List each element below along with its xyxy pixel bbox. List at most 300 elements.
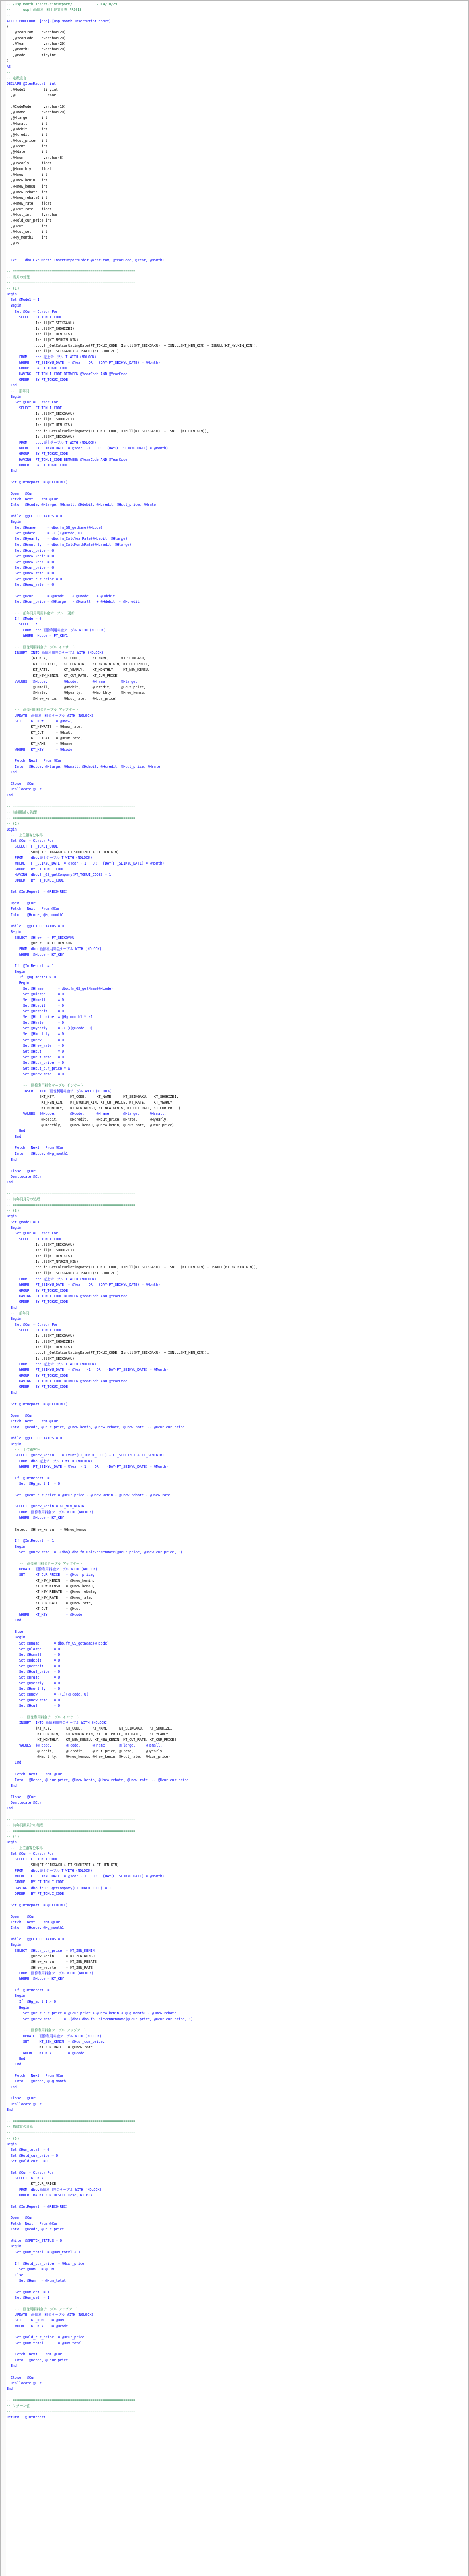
code-line: Open @Cur <box>7 2216 33 2221</box>
code-line: ,@Hnew_kenin = KT_ZEN_KENSU <box>7 1954 95 1959</box>
code-line: @Hdebit, @Hcredit, @Hcut_price, @Hrate, @Hyearly, <box>7 1117 168 1122</box>
code-line: Set @IntReport = @REC0(REC) <box>7 480 68 484</box>
code-line: Begin <box>7 1316 21 1321</box>
code-line: -- 上位顧客を取得 <box>7 833 43 837</box>
code-line: Close @Cur <box>7 1794 36 1799</box>
code-line: ,SUM(FT_SEIKGAKU + FT_SHOHIZEI + FT_HEN_KIN) <box>7 850 119 854</box>
code-line <box>7 2232 465 2238</box>
code-line: ,Isnull(KT_SEIKGAKU) <box>7 320 75 325</box>
code-line: -- 前年同 <box>7 1311 29 1315</box>
code-line: -- 定数宣言 <box>7 76 27 80</box>
code-line: Set @Cur = Cursor For <box>7 309 58 314</box>
code-line <box>7 1533 465 1538</box>
code-line: WHERE KT_KEY = @Hcode <box>7 2050 84 2055</box>
code-line: ,@C Cursor <box>7 93 56 97</box>
code-line: -- ============================================================ <box>7 1829 136 1834</box>
code-line <box>7 1709 465 1715</box>
code-line: ,@Hcredit int <box>7 133 48 138</box>
code-line: FROM dbo.画像利用料金テーブル WITH (NOLOCK) <box>7 628 106 633</box>
code-line <box>7 1140 465 1145</box>
code-line: -- 当月の処理 <box>7 275 30 280</box>
code-line: KT_MONTHLY, KT_NEW_KENSU, KT_NEW_KENIN, KT_CUT_RATE, KT_CUR_PRICE) <box>7 1106 181 1111</box>
code-line: Set @Hum = @Hum <box>7 2267 54 2272</box>
code-line: -- 前年同 <box>7 389 29 394</box>
code-line: End <box>7 793 13 798</box>
code-line: ,dbo.fn_GetCalcurlatingDate(FT_TOKUI_CODE, Isnull(KT_SEIKGAKU) + ISNULL(KT_HEN_KIN) - ISNULL(KT_NYUKIN_KIN)), <box>7 343 258 348</box>
code-line <box>7 1555 465 1561</box>
code-line: SELECT FT_TOKUI_CODE <box>7 1857 58 1862</box>
code-line: SET KT_ZEN_KENIN = @Hcur_cur_price, <box>7 2039 105 2044</box>
code-line: ,Isnull(KT_NYUKIN_KIN) <box>7 337 78 342</box>
code-line: End <box>7 2386 13 2391</box>
code-line: ,@Hy_month1 int <box>7 235 48 240</box>
code-line: If @Hg_month1 > 0 <box>7 975 56 980</box>
code-line: -- (4) <box>7 1835 19 1839</box>
code-line: WHERE @Hcode = KT_KEY <box>7 1516 64 1520</box>
code-line <box>7 2067 465 2073</box>
code-line: UPDATE 画像利用料金テーブル WITH (NOLOCK) <box>7 713 94 718</box>
code-line: WHERE FT_SEIKYU_DATE = @Year OR (DAY(FT_SEIKYU_DATE) = @Month) <box>7 360 160 365</box>
code-line: Else <box>7 2273 23 2277</box>
code-line: @YearFrom nvarchar(20) <box>7 30 66 35</box>
code-line: -- 画像利用料金テーブル インサート <box>7 645 76 650</box>
code-line: Into @Hcode, @Hg_month1 <box>7 2079 68 2084</box>
code-line: If @IntReport = 1 <box>7 963 54 968</box>
code-line: End <box>7 2056 25 2061</box>
code-line <box>7 2346 465 2352</box>
code-line: SET KT_CUR_PRICE = @Hcur_price, <box>7 1572 95 1577</box>
code-line: Set @Hum_total = @Hum_total + 1 <box>7 2250 80 2255</box>
code-line: Set @Hold_cur_price = 0 <box>7 2153 58 2158</box>
code-line: Set @Hlarge = 0 <box>7 992 64 997</box>
code-line: Open @Cur <box>7 492 33 496</box>
code-line: ,@Hcur = FT_HEN_KIN <box>7 941 73 945</box>
code-line: Into @Hcode, @Hlarge, @Hsmall, @Hdebit, @Hcredit, @Hcut_price, @Hrate <box>7 765 160 769</box>
code-line: GROUP BY FT_TOKUI_CODE <box>7 1288 68 1293</box>
code-line: FROM dbo.画像利用料金テーブル WITH (NOLOCK) <box>7 946 102 951</box>
code-line <box>7 252 465 258</box>
code-line: -- 前年同月分の処理 <box>7 1197 40 1201</box>
code-line: SELECT @Hcur_cur_price = KT_ZEN_KENIN <box>7 1948 95 1953</box>
code-line <box>7 474 465 480</box>
code-line <box>7 2301 465 2307</box>
code-line: UPDATE 画像利用料金テーブル WITH (NOLOCK) <box>7 1567 98 1571</box>
code-line: GROUP BY FT_TOKUI_CODE <box>7 1374 68 1378</box>
code-line: KT_ZEN_RATE = @Hnew_rate <box>7 2045 93 2049</box>
code-line: WHERE FT_SEIKYU_DATE = @Year OR (DAY(FT_SEIKYU_DATE) = @Month) <box>7 1282 160 1287</box>
code-line: Deallocate @Cur <box>7 2381 42 2385</box>
code-line: Set @Hcut_rate = 0 <box>7 1055 64 1059</box>
code-line: ORDER BY FT_TOKUI_CODE <box>7 878 64 883</box>
code-line: Set @Cur = Cursor For <box>7 2170 54 2175</box>
code-line: ,@Hcut_rate float <box>7 207 52 211</box>
code-line: HAVING FT_TOKUI_CODE BETWEEN @YearCode AND @YearCode <box>7 372 128 377</box>
code-line: Set @Hname = dbo.fn_GS_getName(@Hcode) <box>7 987 113 991</box>
code-line: WHERE FT_SEIKYU_DATE = @Year - 1 OR (DAY(FT_SEIKYU_DATE) = @Month) <box>7 1465 168 1469</box>
code-line: Set @Mode1 = 1 <box>7 298 40 302</box>
code-line: Set @Hcredit = 0 <box>7 1664 60 1668</box>
code-line: ,@Hname nvarchar(20) <box>7 110 66 114</box>
code-line: HAVING FT_TOKUI_CODE BETWEEN @YearCode AND @YearCode <box>7 457 128 462</box>
code-line: SELECT FT_TOKUI_CODE <box>7 1237 62 1242</box>
code-line: ,@Year nvarchar(20) <box>7 42 66 46</box>
code-line <box>7 1408 465 1413</box>
code-line: ,@Hnum nvarchar(8) <box>7 156 64 160</box>
code-line <box>7 1521 465 1527</box>
code-line <box>7 605 465 611</box>
code-line: Into @Hcode, @Hg_month1 <box>7 1151 68 1156</box>
code-line: Into @Hcode, @Hcur_price <box>7 2227 64 2232</box>
code-line <box>7 2113 465 2119</box>
code-line <box>7 246 465 252</box>
code-line <box>7 2198 465 2204</box>
code-line: If @IntReport = 1 <box>7 1538 54 1543</box>
code-line: Begin <box>7 2005 29 2010</box>
code-line: Begin <box>7 2142 17 2146</box>
code-line: @Hmonthly, @Hnew_kensu, @Hnew_kenin, @Hcut_rate, @Hcur_price) <box>7 1755 170 1759</box>
code-line: -- ============================================================ <box>7 2398 136 2402</box>
code-line: Set @Hname = dbo.fn_GS_getName(@Hcode) <box>7 1641 109 1646</box>
code-line: -- 画像利用料金テーブル インサート <box>7 1083 84 1088</box>
code-line: ) <box>7 59 9 63</box>
code-line: Begin <box>7 1442 21 1446</box>
code-line: -- ============================================================ <box>7 1191 136 1196</box>
code-line: Set @Hcredit = 0 <box>7 1009 64 1014</box>
code-line: KT_CUT = @Hcut, <box>7 731 73 735</box>
code-line: ,@MonthT nvarchar(20) <box>7 47 66 52</box>
code-line: HAVING dbo.fn_GS_getCompany(FT_TOKUI_CODE) = 1 <box>7 1886 111 1890</box>
code-line <box>7 263 465 269</box>
code-line: Open @Cur <box>7 901 36 906</box>
code-line: KT_HEN_KIN, KT_NYUKIN_KIN, KT_CUT_PRICE, KT_RATE, KT_YEARLY, <box>7 1732 170 1737</box>
code-line: -- ============================================================ <box>7 2409 136 2414</box>
code-line: End <box>7 2062 21 2066</box>
code-line: ,@Hnew_rate float <box>7 201 52 206</box>
code-line: Set @Mode1 = 1 <box>7 1220 40 1225</box>
code-line: Begin <box>7 395 21 399</box>
code-line: Set @Hsmall = 0 <box>7 1652 60 1657</box>
code-line: (KT_KEY, KT_CODE, KT_NAME, KT_SEIKGAKU, <box>7 656 146 661</box>
code-line: (KT_KEY, KT_CODE, KT_NAME, KT_SEIKGAKU, KT_SHOHIZEI, <box>7 1095 179 1099</box>
code-line: Isnull(KT_SEIKGAKU) + ISNULL(KT_SHOHIZEI) <box>7 1271 119 1276</box>
code-line: KT_CUTRATE = @Hcut_rate, <box>7 736 82 741</box>
code-line: End <box>7 2085 17 2090</box>
code-line: KT_NEWRATE = @Hnew_rate, <box>7 724 82 729</box>
code-line: Set @Hyearly = 0 <box>7 1681 60 1685</box>
code-line: Else <box>7 1630 23 1634</box>
code-line: Set @IntReport = @REC0(REC) <box>7 890 68 894</box>
code-line: KT_NEW_RATE = @Hnew_rate, <box>7 1596 93 1600</box>
code-line: ORDER BY FT_TOKUI_CODE <box>7 1891 64 1896</box>
code-line: SELECT @Hnew_kenin = KT_NEW_KENIN <box>7 1504 84 1509</box>
code-line: FROM dbo.売上テーブル T WITH (NOLOCK) <box>7 856 93 860</box>
code-line <box>7 1163 465 1168</box>
code-line: -- 画像利用料金テーブル アップデート <box>7 2307 79 2311</box>
code-line <box>7 2210 465 2215</box>
code-line: ,@Hold_cur_price int <box>7 218 52 223</box>
code-line: Fetch Next From @Cur <box>7 1920 60 1924</box>
code-line: ORDER BY FT_TOKUI_CODE <box>7 1299 68 1304</box>
code-line: Set @Hnew_rate = 0 <box>7 1698 60 1702</box>
code-line <box>7 1396 465 1401</box>
code-line <box>7 702 465 707</box>
code-line: ,@Hnew_rebate = KT_ZEN_RATE <box>7 1965 93 1970</box>
code-line <box>7 895 465 901</box>
code-line: FROM 画像利用料金テーブル WITH (NOLOCK) <box>7 1510 94 1515</box>
code-line: SELECT @Hnew_kensu = Count(FT_TOKUI_CODE) + FT_SHOHIZEI + FT_SIMEKIRI <box>7 1453 164 1458</box>
code-line: ,Isnull(KT_SHOHIZEI) <box>7 326 75 331</box>
code-line: Fetch Next From @Cur <box>7 2352 62 2357</box>
code-line: Set @Hnew_rate = 0 <box>7 1043 64 1048</box>
code-line <box>7 1931 465 1937</box>
code-line: WHERE KT_KEY = @Hcode <box>7 748 73 752</box>
code-line: VALUES (@Hcode, @Hcode, @Hname, @Hlarge, @Hsmall, <box>7 1112 166 1116</box>
code-line: ,@Hnew_kenin int <box>7 178 48 183</box>
code-line: ,Isnull(KT_SEIKGAKU) <box>7 1333 75 1338</box>
code-line: HAVING dbo.fn_GS_getCompany(FT_TOKUI_CODE) = 1 <box>7 873 111 877</box>
code-area[interactable] <box>7 2 465 2420</box>
code-line: Begin <box>7 2244 21 2249</box>
code-line: Set @Hum_set = 1 <box>7 2295 50 2300</box>
code-line: Set @Hcur_price = 0 <box>7 565 54 570</box>
code-line: Begin <box>7 1994 25 1998</box>
code-line: Begin <box>7 1226 21 1230</box>
code-line: WHERE KT_KEY = @Hcode <box>7 1613 82 1617</box>
code-line: GROUP BY FT_TOKUI_CODE <box>7 366 68 370</box>
code-line: Close @Cur <box>7 1168 36 1173</box>
code-line: GROUP BY FT_TOKUI_CODE <box>7 867 64 872</box>
code-line: Into @Hcode, @Hg_month1 <box>7 1925 64 1930</box>
code-line: Set @Hrate = 0 <box>7 1675 60 1680</box>
code-line: ,@Hnew_kensu = KT_ZEN_REBATE <box>7 1960 97 1964</box>
code-line: KT_NEW_REBATE = @Hnew_rebate, <box>7 1590 97 1595</box>
code-line: KT_NAME = @Hname <box>7 742 73 747</box>
code-line: FROM dbo.画像利用料金テーブル WITH (NOLOCK) <box>7 2188 102 2192</box>
code-line: KT_ZEN_RATE = @Hnew_rate, <box>7 1601 93 1606</box>
code-line: ORDER BY FT_TOKUI_CODE <box>7 378 68 382</box>
code-line: FROM dbo.売上テーブル T WITH (NOLOCK) <box>7 354 96 359</box>
code-line: -- 画像利用料金テーブル アップデート <box>7 707 79 712</box>
code-line: Begin <box>7 969 25 974</box>
code-line: @Hnew_kenin, @Hcut_rate, @Hcur_price) <box>7 696 117 701</box>
code-line: Into @Hcode, @Hcur_price, @Hnew_kenin, @Hnew_rebate, @Hnew_rate -- @Hcur_cur_price <box>7 1425 185 1429</box>
code-line: -- ============================================================ <box>7 281 136 285</box>
code-line: ,@Hcent int <box>7 144 48 149</box>
code-line: SET KT_NEW = @Hnew, <box>7 719 73 723</box>
code-line <box>7 884 465 889</box>
code-line: Deallocate @Cur <box>7 1800 42 1805</box>
code-line: -- /usp_Month_InsertPrintReport/ 2014/10/29 <box>7 2 117 6</box>
code-line: Deallocate @Cur <box>7 2102 42 2107</box>
code-line: FROM dbo.売上テーブル T WITH (NOLOCK) <box>7 1869 93 1873</box>
code-line: End <box>7 1760 21 1765</box>
code-line: End <box>7 2364 17 2368</box>
code-line: While @@FETCH_STATUS = 0 <box>7 514 62 519</box>
code-line: Set @Hnew = -(1)(@Hcode, 0) <box>7 1692 89 1697</box>
code-line: WHERE Hcode = FT_KEY1 <box>7 634 68 638</box>
code-line: ,Isnull(KT_HEN_KIN) <box>7 1345 73 1350</box>
code-line: WHERE @Hcode = KT_KEY <box>7 1977 64 1981</box>
code-line: UPDATE 画像利用料金テーブル WITH (NOLOCK) <box>7 2313 94 2317</box>
code-line: WHERE @Hcode = KT_KEY <box>7 952 64 957</box>
code-line: ,@Hnew_rebate2 int <box>7 195 48 200</box>
code-line: -- (5) <box>7 2136 19 2141</box>
code-line: @Hrate, @Hyearly, @Hmonthly, @Hnew_kensu, <box>7 690 146 695</box>
code-line <box>7 1487 465 1493</box>
code-line: End <box>7 1134 21 1139</box>
code-line: End <box>7 468 17 473</box>
code-line: End <box>7 383 17 388</box>
code-line: Set @Hcut_price = @Hg_month1 * -1 <box>7 1015 93 1020</box>
code-line: SELECT * <box>7 622 38 627</box>
code-line: KT_HEN_KIN, KT_NYUKIN_KIN, KT_CUT_PRICE, KT_RATE, KT_YEARLY, <box>7 1100 175 1105</box>
code-line: Set @Hsmall = 0 <box>7 998 64 1003</box>
code-line: End <box>7 1129 25 1133</box>
code-line: Set @Hyearly = -(1)(@Hcode, 0) <box>7 1026 93 1031</box>
code-line: Set @Hum = @Hum_total <box>7 2278 66 2283</box>
code-line: SELECT FT_TOKUI_CODE <box>7 1328 62 1332</box>
code-line <box>7 588 465 594</box>
code-line: -- <box>7 70 11 75</box>
code-line: SELECT FT_TOKUI_CODE <box>7 315 62 319</box>
code-line: Set @Hold_cur_ = 0 <box>7 2159 50 2163</box>
code-line: Fetch Next From @Cur <box>7 497 58 502</box>
code-line: -- 画像利用料金テーブル アップデート <box>7 1561 83 1566</box>
code-line: Set @Hnew_rate = 0 <box>7 571 54 575</box>
code-line <box>7 1897 465 1903</box>
code-line: Set @Hcut = 0 <box>7 1049 64 1054</box>
code-line: Close @Cur <box>7 782 36 786</box>
code-line: -- ============================================================ <box>7 269 136 274</box>
code-line: Set @Cur = Cursor For <box>7 838 54 843</box>
code-line: If @Mode = 0 <box>7 617 42 621</box>
code-line <box>7 1623 465 1629</box>
code-line: Set @IntReport = @REC0(REC) <box>7 2205 68 2209</box>
code-line: End <box>7 1618 21 1623</box>
code-line: -- 前年同月利用料金テーブル 更新 <box>7 611 75 616</box>
code-line <box>7 1430 465 1436</box>
code-line: GROUP BY FT_TOKUI_CODE <box>7 451 68 456</box>
code-line: ,@YearCode nvarchar(20) <box>7 36 66 41</box>
code-line: Isnull(KT_SEIKGAKU) + ISNULL(KT_SHOHIZEI) <box>7 349 119 353</box>
code-line: Set @Hyearly = dbo.fn_CalcYearRate(@Hdebit, @Hlarge) <box>7 537 128 541</box>
code-line: ORDER BY KT_ZEN_DESCIE Desc, KT_KEY <box>7 2193 93 2198</box>
code-line: Open @Cur <box>7 1413 33 1418</box>
code-line: If @Hold_cur_price = @Hcur_price <box>7 2261 84 2266</box>
code-line: -- (3) <box>7 1208 19 1213</box>
code-line: Set @Hlarge = 0 <box>7 1647 60 1651</box>
code-line: -- ============================================================ <box>7 1817 136 1822</box>
code-line: WHERE FT_SEIKYU_DATE = @Year -1 OR (DAY(FT_SEIKYU_DATE) = @Month) <box>7 446 168 450</box>
code-line: AS <box>7 64 11 69</box>
code-line: Fetch Next From @Cur <box>7 1419 58 1423</box>
code-line: Into @Hcode, @Hlarge, @Hsmall, @Hdebit, @Hcredit, @Hcut_price, @Hrate <box>7 503 156 507</box>
code-line <box>7 1498 465 1504</box>
code-line: -- ============================================================ <box>7 2119 136 2124</box>
code-line: Set @Hdate = -(1)(@Hcode, 0) <box>7 531 82 536</box>
code-line: KT_SHOHIZEI, KT_HEN_KIN, KT_NYUKIN_KIN, KT_CUT_PRICE, <box>7 662 150 667</box>
code-line: Fetch Next From @Cur <box>7 1146 64 1150</box>
code-line: FROM 画像利用料金テーブル WITH (NOLOCK) <box>7 1971 94 1976</box>
code-line: Set @Hcut = 0 <box>7 1704 60 1708</box>
code-line: End <box>7 1305 17 1310</box>
code-line: Set @Hcut_cur_price = 0 <box>7 577 62 581</box>
code-line: ,Isnull(KT_SHOHIZEI) <box>7 417 75 422</box>
code-line: Set @Hmonthly = 0 <box>7 1686 60 1691</box>
code-line: Set @Hcut_price = 0 <box>7 548 54 553</box>
code-line: INSERT INTO 画像利用料金テーブル WITH (NOLOCK) <box>7 651 104 655</box>
code-line: While @@FETCH_STATUS = 0 <box>7 2239 62 2243</box>
code-line: Close @Cur <box>7 2375 36 2380</box>
code-line <box>7 2329 465 2335</box>
code-line: SELECT FT_TOKUI_CODE <box>7 844 58 849</box>
code-line: ALTER PROCEDURE [dbo].[usp_Month_InsertPrintReport] <box>7 19 111 24</box>
code-line: INSERT INTO 画像利用料金テーブル WITH (NOLOCK) <box>7 1721 108 1725</box>
code-line: Begin <box>7 981 29 986</box>
code-line: (KT_KEY, KT_CODE, KT_NAME, KT_SEIKGAKU, KT_SHOHIZEI, <box>7 1726 175 1731</box>
code-line: -- 画像利用料金テーブル アップデート <box>7 2028 88 2032</box>
code-line: -- (1) <box>7 286 19 291</box>
code-line: Begin <box>7 929 21 934</box>
code-line: KT_CUT = @Hcut <box>7 1607 80 1612</box>
code-line: -- 前年同期累計の処理 <box>7 1823 44 1827</box>
code-line: ,@Hdate int <box>7 150 48 155</box>
code-line: Begin <box>7 1635 25 1640</box>
code-line <box>7 918 465 924</box>
code-line <box>7 639 465 645</box>
code-line: ,Isnull(KT_HEN_KIN) <box>7 1254 73 1259</box>
code-line: ,Isnull(KT_SHOHIZEI) <box>7 1248 75 1253</box>
code-line: Fetch Next From @Cur <box>7 907 60 911</box>
code-line <box>7 799 465 804</box>
code-line: While @@FETCH_STATUS = 0 <box>7 1937 64 1941</box>
code-line: End <box>7 1783 17 1788</box>
code-line: ,dbo.fn_GetCalcurlatingDate(FT_TOKUI_CODE, Isnull(KT_SEIKGAKU) + ISNULL(KT_HEN_KIN) - ISNULL(KT_NYUKIN_KIN)), <box>7 1265 258 1270</box>
code-line <box>7 1811 465 1817</box>
code-line: Set @Hcur_price = @Hlarge - @Hsmall + @Hdebit - @Hcredit <box>7 599 140 604</box>
code-line: -- リターン値 <box>7 2403 30 2408</box>
code-line: KT_RATE, KT_YEARLY, KT_MONTHLY, KT_NEW_KENSU, <box>7 668 150 672</box>
code-line: FROM dbo.売上テーブル T WITH (NOLOCK) <box>7 1277 96 1281</box>
code-line: @Hmonthly, @Hnew_kensu, @Hnew_kenin, @Hcut_rate, @Hcur_price) <box>7 1123 175 1128</box>
code-line: ,@Hnew_rebate int <box>7 190 48 194</box>
code-line: ,@Hyearly float <box>7 161 52 166</box>
code-line: -- ============================================================ <box>7 804 136 809</box>
code-line: Set @Cur = Cursor For <box>7 1231 58 1236</box>
code-line: If @IntReport = 1 <box>7 1988 54 1993</box>
code-line: FROM dbo.売上テーブル T WITH (NOLOCK) <box>7 1459 93 1463</box>
code-line: FROM dbo.売上テーブル T WITH (NOLOCK) <box>7 1362 96 1367</box>
code-line: -- 上位顧客を取得 <box>7 1846 43 1851</box>
code-line: Set @Hnew_rate = ~(dbo).dbo.fn_CalcZenNenRate(@Hcur_price, @Hnew_cur_price, 3) <box>7 1550 183 1554</box>
code-line: SELECT FT_TOKUI_CODE <box>7 406 62 411</box>
fold-gutter[interactable] <box>1 1 6 2576</box>
code-line: Set @Hum_cnt = 1 <box>7 2290 50 2294</box>
code-line: Deallocate @Cur <box>7 1174 42 1179</box>
code-line: ,@Mode tinyint <box>7 53 56 58</box>
code-line: ,@CodeMode nvarchar(10) <box>7 104 66 109</box>
code-line: KT_NEW_KENSU = @Hnew_kensu, <box>7 1584 95 1589</box>
code-line: Set @Cur = Cursor For <box>7 1852 54 1856</box>
code-line: @Hdebit, @Hcredit, @Hcut_price, @Hrate, @Hyearly, <box>7 1749 164 1754</box>
code-line: If @Hg_month1 > 0 <box>7 1999 56 2004</box>
code-line: Set @Hum_total = 0 <box>7 2147 50 2152</box>
code-line <box>7 753 465 758</box>
code-line: Set @Hmonthly = dbo.fn_CalcMonthRate(@Hcredit, @Hlarge) <box>7 543 132 547</box>
code-line: ,@Hlarge int <box>7 115 48 120</box>
code-line: Set @Cur = Cursor For <box>7 1322 58 1327</box>
code-line: KT_MONTHLY, KT_NEW_KENSU, KT_NEW_KENIN, KT_CUT_RATE, KT_CUR_PRICE) <box>7 1738 177 1742</box>
